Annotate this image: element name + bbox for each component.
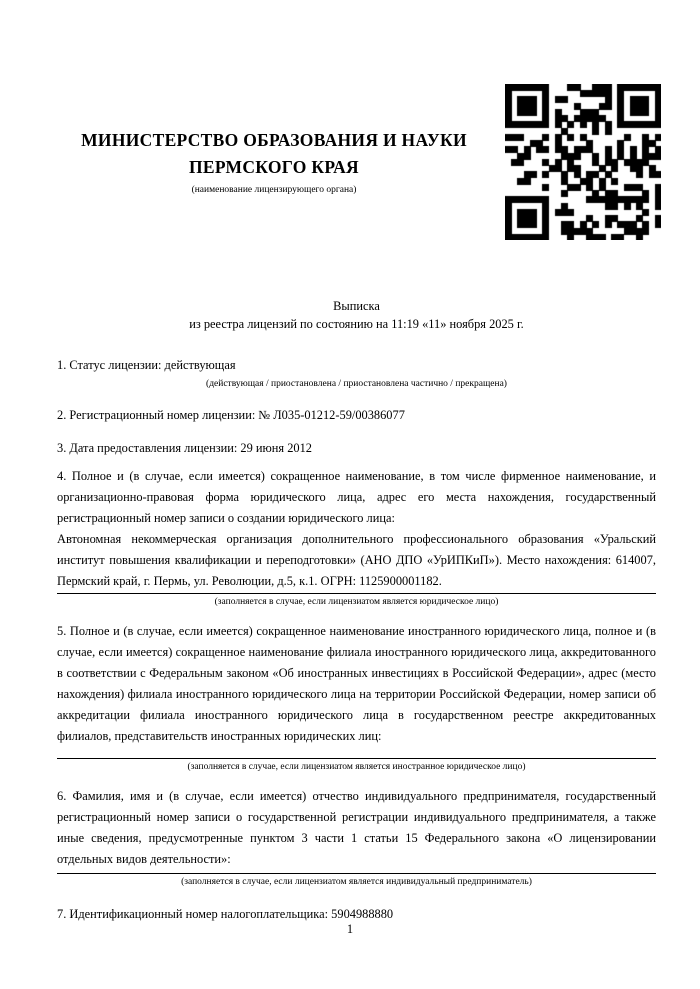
item5-question: 5. Полное и (в случае, если имеется) сокращенное наименование иностранного юридического лица, полное и (в случае, если имеется) сокращенное наименование филиала иностранного юридического лица, аккредитованного в соответствии с Федеральным законом «Об иностранных инвестициях в Российской Федерации», адрес (место нахождения) филиала иностранного юридического лица на территории Российской Федерации, номер записи об аккредитации филиала иностранного юридического лица в государственном реестре аккредитованных филиалов, представительств иностранных юридических лиц: xyxy=(57,624,656,743)
ministry-name-line1: МИНИСТЕРСТВО ОБРАЗОВАНИЯ И НАУКИ xyxy=(81,130,467,150)
document-title-block xyxy=(57,298,656,333)
license-status: 1. Статус лицензии: действующая xyxy=(57,358,236,372)
item4-note: (заполняется в случае, если лицензиатом является юридическое лицо) xyxy=(214,597,499,607)
page-number: 1 xyxy=(346,922,354,936)
licensing-authority-header xyxy=(57,127,491,195)
fill-line-legal-entity xyxy=(57,593,656,594)
document-body xyxy=(57,298,656,925)
ministry-name-line2: ПЕРМСКОГО КРАЯ xyxy=(189,157,359,177)
license-grant-date: 3. Дата предоставления лицензии: 29 июня 2012 xyxy=(57,441,313,455)
item5-answer-foreign-entity xyxy=(57,747,656,757)
doc-subtitle: из реестра лицензий по состоянию на 11:19 «11» ноября 2025 г. xyxy=(189,316,524,331)
item5-note: (заполняется в случае, если лицензиатом является иностранное юридическое лицо) xyxy=(187,762,526,772)
qr-code xyxy=(505,84,661,240)
doc-title: Выписка xyxy=(333,299,380,313)
item6-note: (заполняется в случае, если лицензиатом является индивидуальный предприниматель) xyxy=(181,877,532,887)
taxpayer-id: 7. Идентификационный номер налогоплательщика: 5904988880 xyxy=(57,907,394,921)
license-reg-number: 2. Регистрационный номер лицензии: № Л035-01212-59/00386077 xyxy=(57,408,405,422)
item4-question: 4. Полное и (в случае, если имеется) сокращенное наименование, в том числе фирменное наименование, и организационно-правовая форма юридического лица, адрес его места нахождения, государственный регистрационный номер записи о создании юридического лица: xyxy=(57,469,656,525)
item4-answer-legal-entity: Автономная некоммерческая организация дополнительного профессионального образования «Уральский институт повышения квалификации и переподготовки» (АНО ДПО «УрИПКиП»). Место нахождения: 614007, Пермский край, г. Пермь, ул. Революции, д.5, к.1. ОГРН: 1125900001182. xyxy=(57,532,656,588)
fill-line-foreign-entity xyxy=(57,758,656,759)
fill-line-entrepreneur xyxy=(57,873,656,874)
ministry-subtitle: (наименование лицензирующего органа) xyxy=(191,185,357,195)
license-status-note: (действующая / приостановлена / приостановлена частично / прекращена) xyxy=(206,379,507,389)
item6-question: 6. Фамилия, имя и (в случае, если имеется) отчество индивидуального предпринимателя, государственный регистрационный номер записи о государственной регистрации индивидуального предпринимателя, а также иные сведения, предусмотренные пунктом 3 части 1 статьи 15 Федерального закона «О лицензировании отдельных видов деятельности»: xyxy=(57,789,656,866)
